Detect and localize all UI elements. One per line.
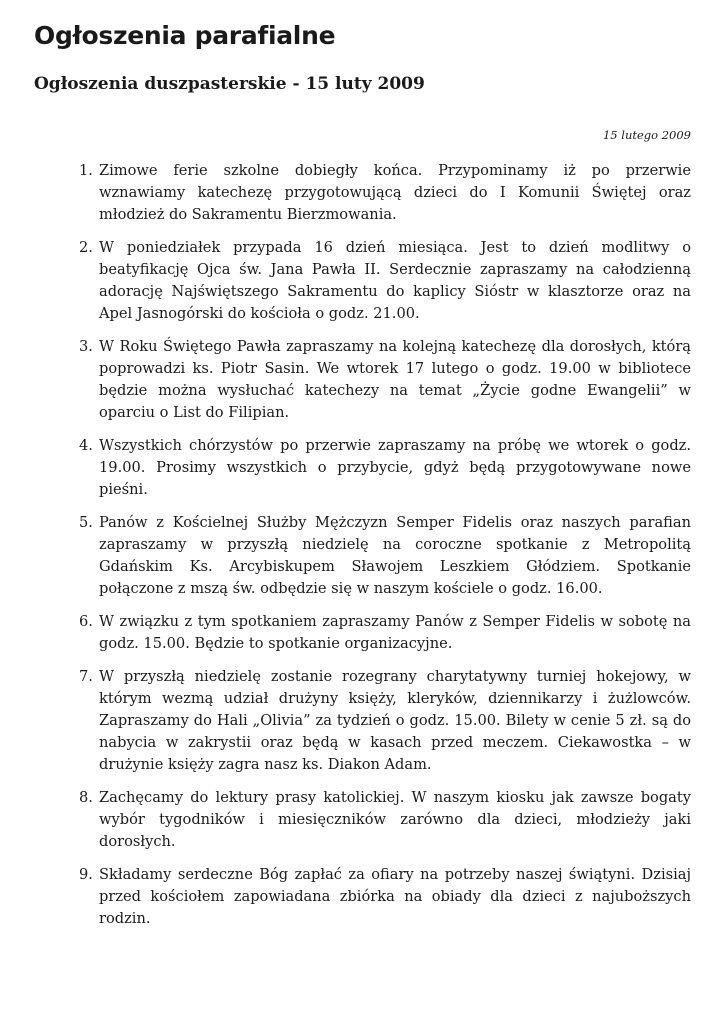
announcement-number: 5.	[79, 514, 93, 531]
document-date: 15 lutego 2009	[602, 128, 691, 142]
announcement-text: W przyszłą niedzielę zostanie rozegrany charytatywny turniej hokejowy, w którym wezmą udział drużyny księży, kleryków, dziennikarzy i żużlowców. Zapraszamy do Hali „Olivia” za tydzień o godz. 15.00. Bilety w cenie 5 zł. są do nabycia w zakrystii oraz będą w kasach przed meczem. Ciekawostka – w drużynie księży zagra nasz ks. Diakon Adam.	[99, 668, 691, 773]
announcement-number: 7.	[79, 668, 93, 685]
announcement-item	[0, 160, 725, 226]
announcement-item	[0, 435, 725, 501]
announcements-list	[0, 160, 725, 941]
announcement-text: W Roku Świętego Pawła zapraszamy na kolejną katechezę dla dorosłych, którą poprowadzi ks. Piotr Sasin. We wtorek 17 lutego o godz. 19.00 w bibliotece będzie można wysłuchać katechezy na temat „Życie godne Ewangelii” w oparciu o List do Filipian.	[99, 338, 691, 421]
announcement-item	[0, 864, 725, 930]
announcement-text: Wszystkich chórzystów po przerwie zapraszamy na próbę we wtorek o godz. 19.00. Prosimy wszystkich o przybycie, gdyż będą przygotowywane nowe pieśni.	[99, 437, 691, 498]
announcement-text: Panów z Kościelnej Służby Mężczyzn Semper Fidelis oraz naszych parafian zapraszamy w przyszłą niedzielę na coroczne spotkanie z Metropolitą Gdańskim Ks. Arcybiskupem Sławojem Leszkiem Głódziem. Spotkanie połączone z mszą św. odbędzie się w naszym kościele o godz. 16.00.	[99, 514, 691, 597]
announcement-text: W poniedziałek przypada 16 dzień miesiąca. Jest to dzień modlitwy o beatyfikację Ojca św. Jana Pawła II. Serdecznie zapraszamy na całodzienną adorację Najświętszego Sakramentu do kaplicy Sióstr w klasztorze oraz na Apel Jasnogórski do kościoła o godz. 21.00.	[99, 239, 691, 322]
announcement-text: Zachęcamy do lektury prasy katolickiej. W naszym kiosku jak zawsze bogaty wybór tygodników i miesięczników zarówno dla dzieci, młodzieży jaki dorosłych.	[99, 789, 691, 850]
announcement-number: 8.	[79, 789, 93, 806]
announcement-item	[0, 611, 725, 655]
announcement-item	[0, 666, 725, 776]
announcement-number: 2.	[79, 239, 93, 256]
announcement-item	[0, 787, 725, 853]
announcement-number: 3.	[79, 338, 93, 355]
page-title: Ogłoszenia parafialne	[34, 21, 336, 50]
announcement-text: Składamy serdeczne Bóg zapłać za ofiary na potrzeby naszej świątyni. Dzisiaj przed kościołem zapowiadana zbiórka na obiady dla dzieci z najuboższych rodzin.	[99, 866, 691, 927]
announcement-item	[0, 512, 725, 600]
page-subtitle: Ogłoszenia duszpasterskie - 15 luty 2009	[34, 74, 425, 94]
announcement-text: W związku z tym spotkaniem zapraszamy Panów z Semper Fidelis w sobotę na godz. 15.00. Będzie to spotkanie organizacyjne.	[99, 613, 691, 652]
announcement-item	[0, 237, 725, 325]
announcement-number: 1.	[79, 162, 93, 179]
announcement-text: Zimowe ferie szkolne dobiegły końca. Przypominamy iż po przerwie wznawiamy katechezę przygotowującą dzieci do I Komunii Świętej oraz młodzież do Sakramentu Bierzmowania.	[99, 162, 691, 223]
announcement-number: 9.	[79, 866, 93, 883]
announcement-number: 6.	[79, 613, 93, 630]
announcement-item	[0, 336, 725, 424]
announcement-number: 4.	[79, 437, 93, 454]
